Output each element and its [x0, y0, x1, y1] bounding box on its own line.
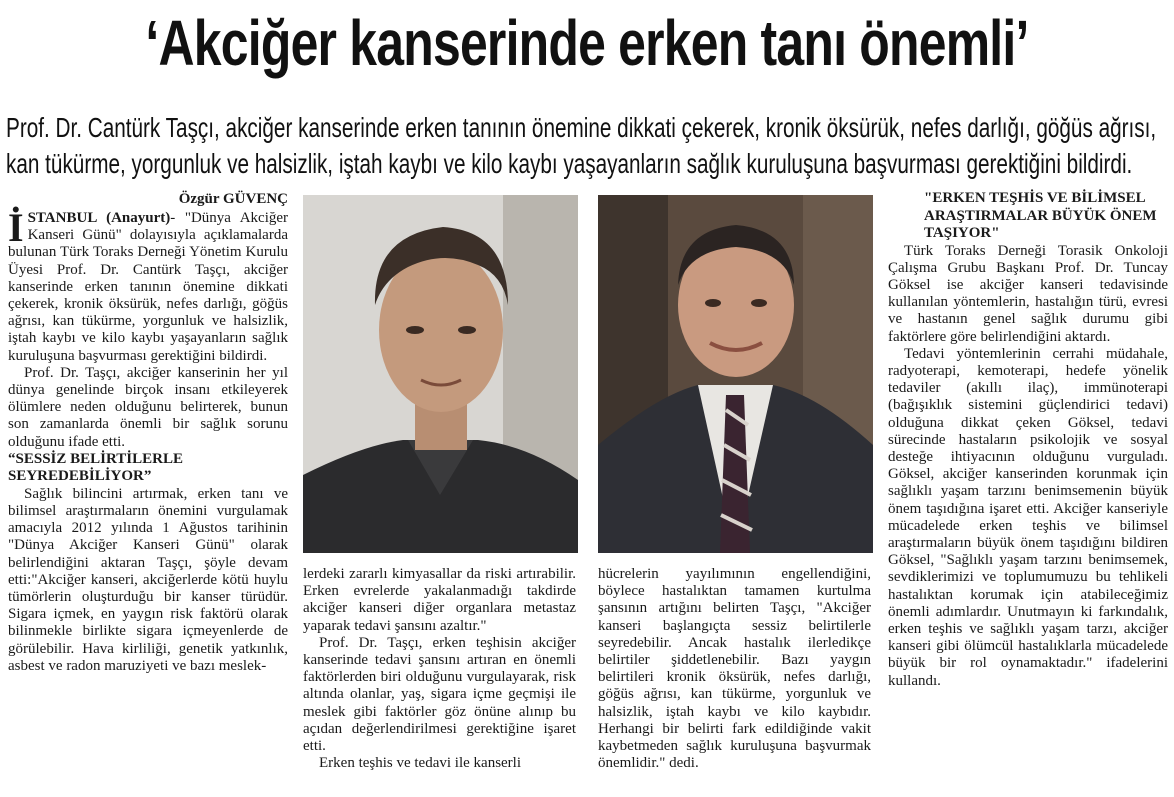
- drop-cap: İ: [8, 205, 24, 250]
- photo-tuncay-goksel: [598, 195, 873, 553]
- col2-paragraph-2: Prof. Dr. Taşçı, erken teşhisin akciğer kanserinde tedavi şansını artıran en önemli faktörlerden biri olduğunu vurgulayarak, risk altında olanlar, yaş, sigara içme geçmişi ile meslek gibi faktörler göz önüne alınıp bu açıdan değerlendirilmesi gerektiğine işaret etti.: [303, 634, 576, 755]
- col1-paragraph-3: Sağlık bilincini artırmak, erken tanı ve bilimsel araştırmaların önemini vurgulamak amacıyla 2012 yılında 1 Ağustos tarihinin "Dünya Akciğer Kanseri Günü" olarak belirlendiğini aktaran Taşçı, şöyle devam etti:"Akciğer kanseri, akciğerlerde kötü huylu tümörlerin oluşturduğu bir kanser türüdür. Sigara içmek, en yaygın risk faktörü olarak bilinmekle birlikte sigara içmeyenlerde de görülebilir. Hava kirliliği, genetik yatkınlık, asbest ve radon maruziyeti ve bazı meslek-: [8, 485, 288, 674]
- column-2: [303, 566, 576, 772]
- column-1: [8, 190, 288, 675]
- column-3: [598, 566, 871, 772]
- col2-paragraph-1: lerdeki zararlı kimyasallar da riski artırabilir. Erken evrelerde yakalanmadığı takdirde akciğer kanseri diğer organlara metastaz yaparak tedavi şansını azaltır.": [303, 566, 576, 634]
- col2-paragraph-3: Erken teşhis ve tedavi ile kanserli: [319, 755, 522, 772]
- col4-paragraph-2: Tedavi yöntemlerinin cerrahi müdahale, radyoterapi, kemoterapi, hedefe yönelik tedaviler (akıllı ilaç), immünoterapi (bağışıklık sistemini güçlendirici tedavi) olduğuna dikkat çeken Göksel, tedavi sürecinde hastaların psikolojik ve sosyal desteğe ihtiyacının olduğunu vurguladı. Göksel, akciğer kanserinden korunmak için sağlıklı yaşam tarzını benimsemenin büyük önem taşıdığına işaret etti. Akciğer kanseriyle mücadelede erken teşhis ve bilimsel araştırmaların büyük önem taşıdığını bildiren Göksel, "Sağlıklı yaşam tarzını benimsemek, sevdiklerimizi ve toplumumuzu bu tehlikeli hastalıktan korumak için atabileceğimiz önemli adımlardır. Unutmayın ki farkındalık, erken teşhis ve sağlıklı yaşam tarzı, akciğer kanseri gibi ölümcül hastalıklarla mücadelede büyük bir rol oynamaktadır." ifadelerini kullandı.: [888, 345, 1168, 689]
- lead-paragraph: [8, 205, 289, 365]
- deck-line-1: Prof. Dr. Cantürk Taşçı, akciğer kanserinde erken tanının önemine dikkati çekerek, kronik öksürük, nefes darlığı, göğüs ağrısı,: [6, 112, 1157, 143]
- photo-cantürk-tasci: [303, 195, 578, 553]
- column-4: [888, 190, 1168, 690]
- col1-subhead: “SESSİZ BELİRTİLERLE SEYREDEBİLİYOR”: [8, 450, 183, 485]
- portrait-1-image: [303, 195, 578, 553]
- portrait-2-image: [598, 195, 873, 553]
- col4-subhead: "ERKEN TEŞHİS VE BİLİMSEL ARAŞTIRMALAR BÜYÜK ÖNEM TAŞIYOR": [924, 190, 1157, 241]
- col1-paragraph-1: - "Dünya Akciğer Kanseri Günü" dolayısıyla açıklamalarda bulunan Türk Toraks Derneği Yönetim Kurulu Üyesi Prof. Dr. Cantürk Taşçı, akciğer kanserinde erken tanının önemine dikkati çekerek, kronik öksürük, nefes darlığı, göğüs ağrısı, kan tükürme, yorgunluk ve halsizlik, iştah kaybı ve kilo kaybı yaşayanların sağlık kuruluşuna başvurması gerektiğini bildirdi.: [8, 210, 289, 364]
- headline: ‘Akciğer kanserinde erken tanı önemli’: [145, 7, 1029, 79]
- deck-line-2: kan tükürme, yorgunluk ve halsizlik, iştah kaybı ve kilo kaybı yaşayanların sağlık kuruluşuna başvurması gerektiğini bildirdi.: [6, 148, 1133, 179]
- col4-paragraph-1: Türk Toraks Derneği Torasik Onkoloji Çalışma Grubu Başkanı Prof. Dr. Tuncay Göksel ise akciğer kanseri tedavisinde kullanılan yöntemlerin, hastalığın türü, evresi ve hastanın genel sağlık durumu gibi faktörlere göre belirlendiğini aktardı.: [888, 242, 1168, 345]
- deck: [6, 110, 1162, 182]
- dateline: STANBUL (Anayurt): [27, 210, 171, 226]
- col3-paragraph-1: hücrelerin yayılımının engellendiğini, böylece hastalıktan tamamen kurtulma şansının artığını belirten Taşçı, "Akciğer kanseri başlangıçta sessiz belirtilerle seyredebilir. Ancak hastalık ilerledikçe belirtiler şiddetlenebilir. Bazı yaygın belirtileri kronik öksürük, nefes darlığı, göğüs ağrısı, kan tükürme, yorgunluk ve halsizlik, iştah kaybı ve kilo kaybıdır. Herhangi bir belirti fark edildiğinde vakit kaybetmeden sağlık kuruluşuna başvurmak önemlidir." dedi.: [598, 566, 871, 772]
- col1-paragraph-2: Prof. Dr. Taşçı, akciğer kanserinin her yıl dünya genelinde birçok insanı etkileyerek ölümlere neden olduğunu belirterek, bunun son zamanlarda önemli bir sağlık sorunu olduğunu ifade etti.: [8, 364, 288, 450]
- byline: Özgür GÜVENÇ: [178, 191, 288, 207]
